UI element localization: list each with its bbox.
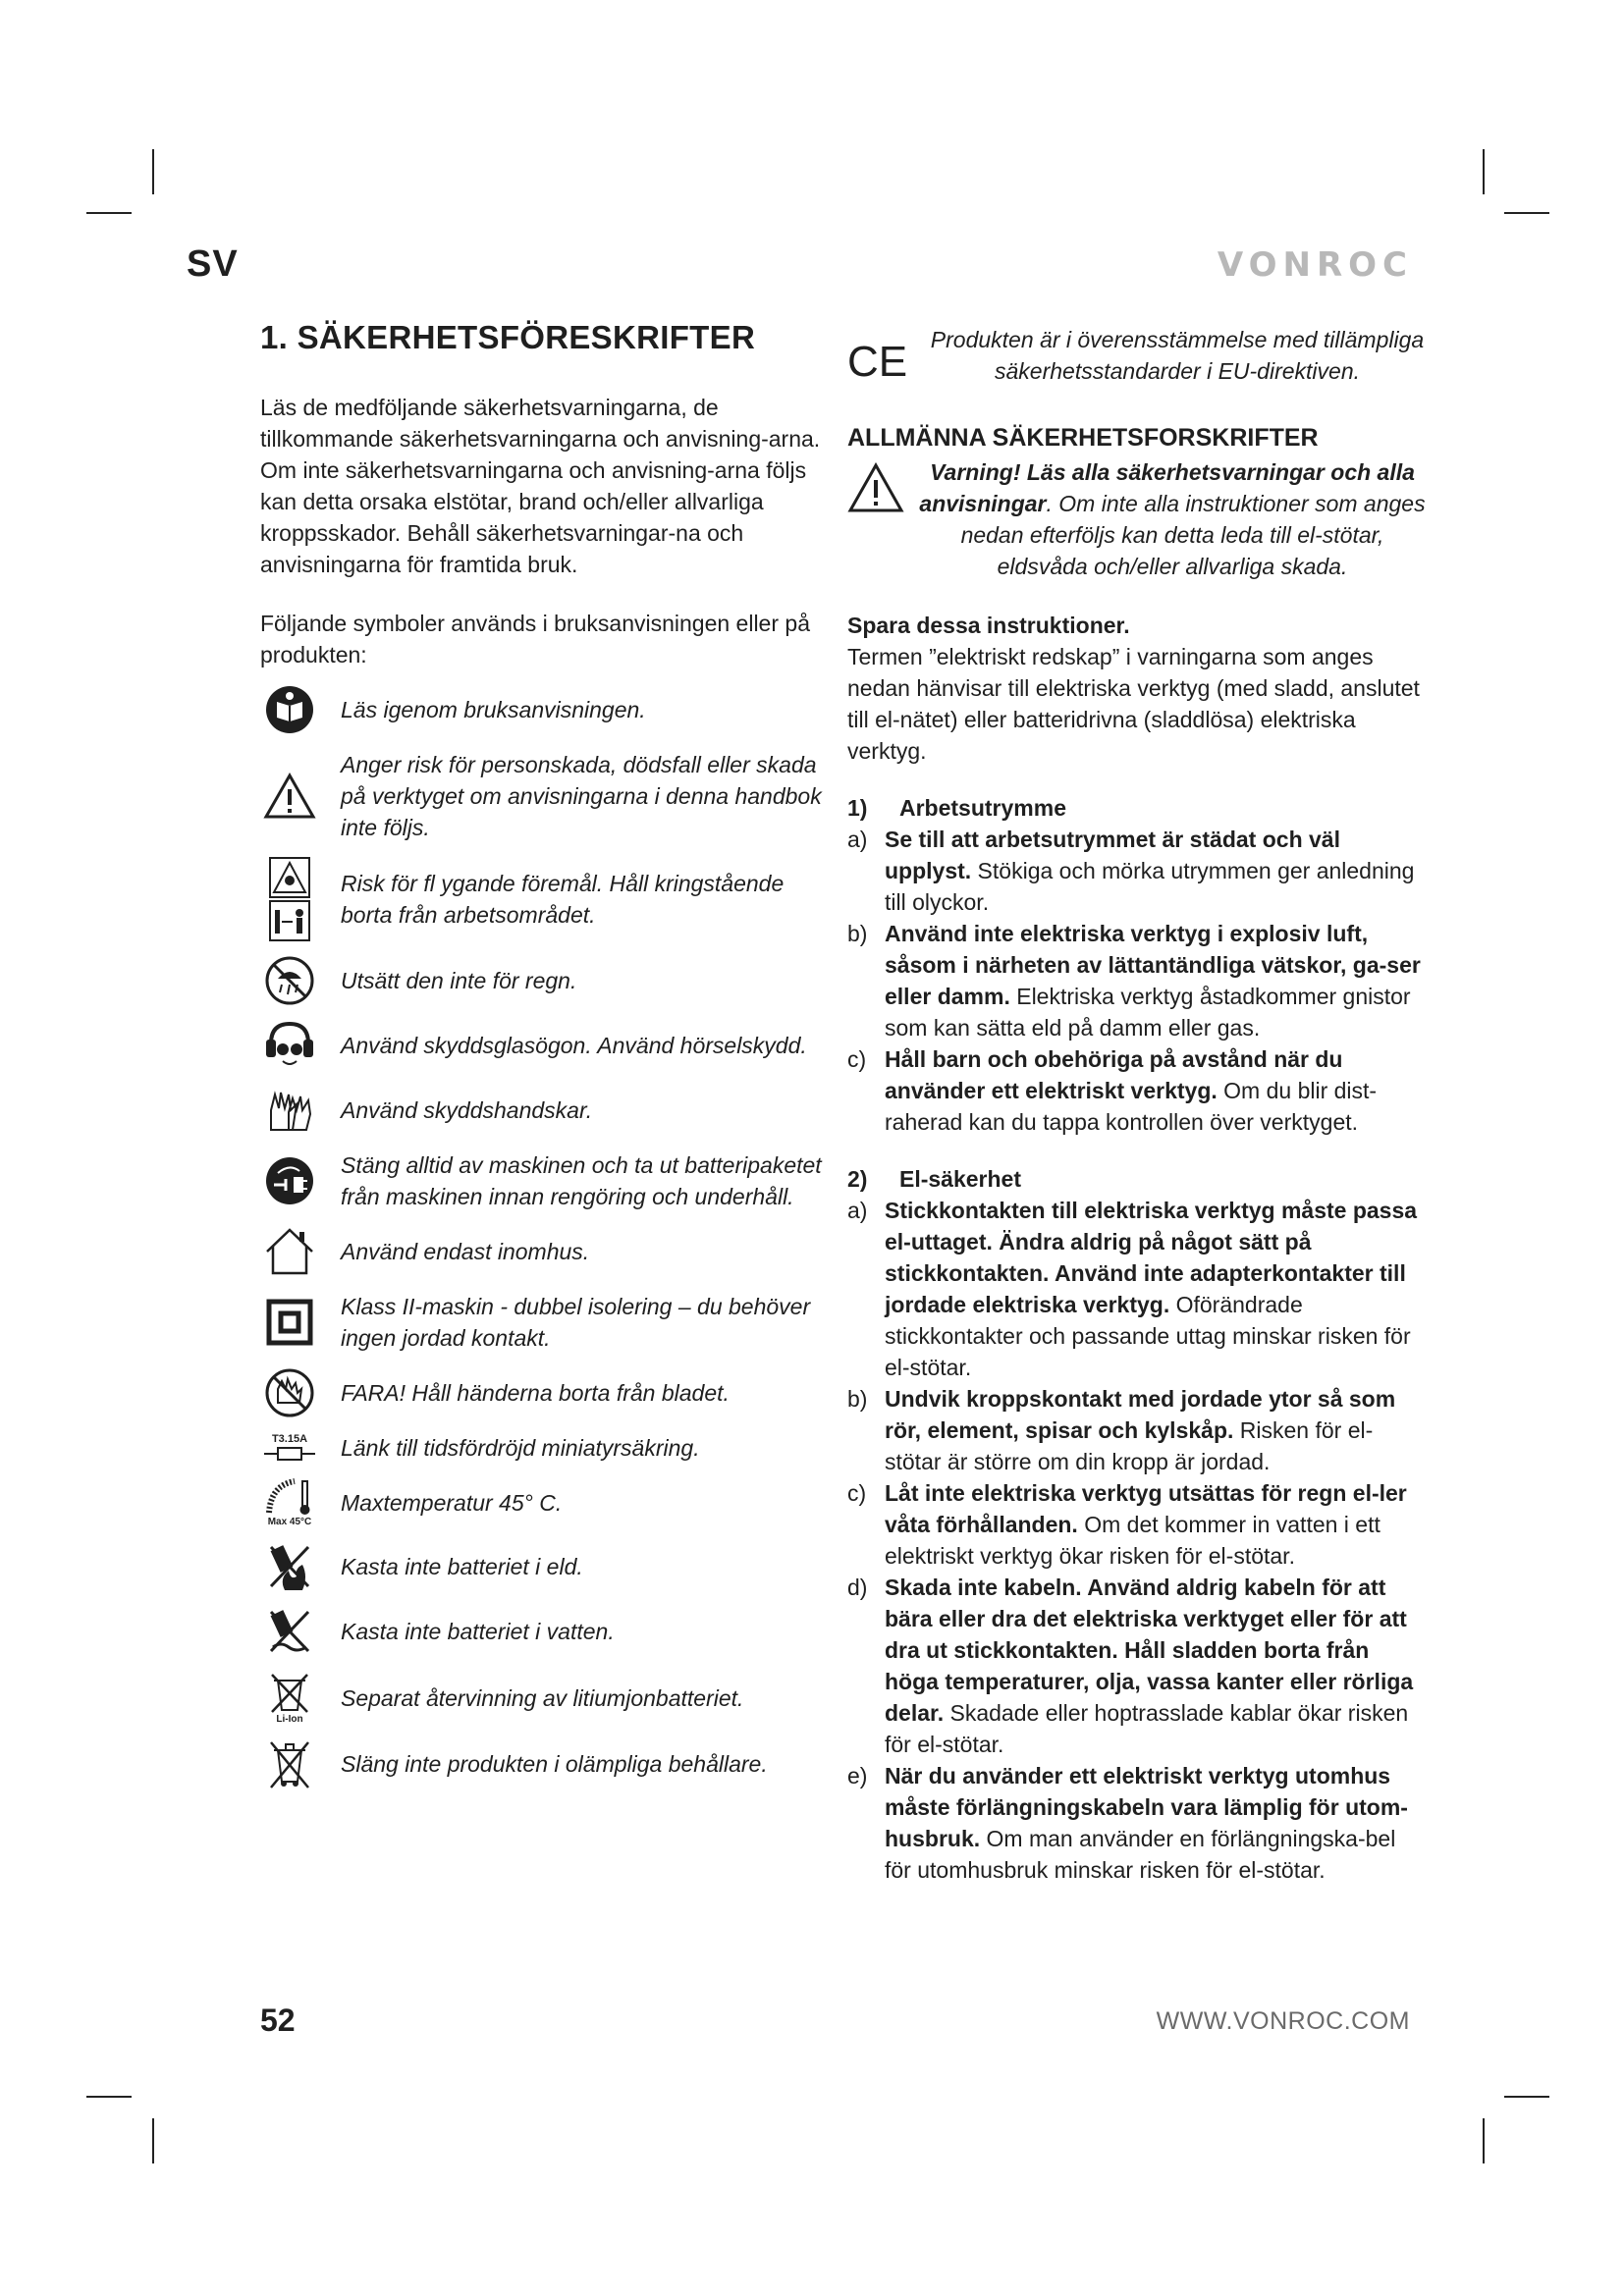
no-water-battery-icon: [260, 1606, 319, 1657]
weee-bin-icon: [260, 1738, 319, 1789]
li-ion-label: Li-Ion: [276, 1714, 303, 1725]
goggles-ear-protection-icon: [260, 1020, 319, 1071]
symbol-row: [260, 749, 825, 843]
class-ii-icon: [260, 1299, 319, 1346]
symbol-description: Klass II-maskin - dubbel isolering – du behöver ingen jordad kontakt.: [341, 1294, 811, 1351]
symbol-row: [260, 1291, 825, 1354]
crop-mark: [1483, 2118, 1485, 2163]
symbol-row: [260, 955, 825, 1006]
symbol-row: [260, 1367, 825, 1418]
crop-mark: [152, 149, 154, 194]
symbol-row: [260, 1085, 825, 1136]
hands-away-blade-icon: [260, 1367, 319, 1418]
crop-mark: [86, 2096, 132, 2098]
symbol-description: Risk för fl ygande föremål. Håll kringstående borta från arbetsområdet.: [341, 871, 785, 928]
no-rain-icon: [260, 955, 319, 1006]
symbol-description: Länk till tidsfördröjd miniatyrsäkring.: [341, 1435, 700, 1461]
symbol-description: Läs igenom bruksanvisningen.: [341, 697, 646, 722]
crop-mark: [1483, 149, 1485, 194]
crop-mark: [86, 212, 132, 214]
no-fire-battery-icon: [260, 1541, 319, 1592]
symbol-description: Släng inte produkten i olämpliga behållare.: [341, 1751, 768, 1777]
gloves-icon: [260, 1085, 319, 1136]
symbol-description: Utsätt den inte för regn.: [341, 968, 577, 993]
symbol-description: Använd skyddshandskar.: [341, 1097, 593, 1123]
right-column: [847, 324, 1427, 1886]
list-item: d) Skada inte kabeln. Använd aldrig kabeln för att bära eller dra det elektriska verktyget eller för att dra ut stickkontakten. Håll sladden borta från höga temperaturer, olja, vassa kanter eller rörliga delar. Skadade eller hoptrasslade kablar ökar risken för el-stötar.: [847, 1575, 1414, 1757]
warning-triangle-icon: [847, 456, 918, 518]
list-item: b) Använd inte elektriska verktyg i explosiv luft, såsom i närheten av lättantändliga vätskor, ga-ser eller damm. Elektriska verktyg åstadkommer gnistor som kan sätta eld på damm eller gas.: [847, 921, 1421, 1041]
indoor-house-icon: [260, 1226, 319, 1277]
brand-logo: VONROC: [1217, 245, 1413, 285]
li-ion-recycle-icon: [260, 1671, 319, 1725]
crop-mark: [1504, 212, 1549, 214]
intro-paragraph: Läs de medföljande säkerhetsvarningarna, de tillkommande säkerhetsvarningarna och anvisning-arna. Om inte säkerhetsvarningarna och anvisning-arna följs kan detta orsaka elstötar, brand och/eller allvarliga kroppsskador. Behåll säkerhetsvarningar-na och anvisningarna för framtida bruk.: [260, 395, 821, 577]
fuse-rating-label: T3.15A: [271, 1433, 308, 1445]
symbol-row: [260, 1149, 825, 1212]
page-number: 52: [260, 2002, 296, 2038]
warning-bold: Varning! Läs alla säkerhetsvarningar och alla anvisningar: [919, 459, 1415, 516]
language-code: SV: [187, 243, 239, 285]
general-warning: [847, 456, 1427, 582]
left-column: [260, 319, 825, 1789]
crop-mark: [1504, 2096, 1549, 2098]
unplug-icon: [260, 1155, 319, 1206]
section-work-area: [847, 792, 1427, 1138]
symbol-row: [260, 857, 825, 941]
symbol-row: [260, 1606, 825, 1657]
warning-text: [918, 456, 1427, 582]
save-bold: Spara dessa instruktioner.: [847, 613, 1130, 638]
ce-text: Produkten är i överensstämmelse med tillämpliga säkerhetsstandarder i EU-direktiven.: [930, 327, 1425, 384]
symbol-row: [260, 1671, 825, 1725]
crop-mark: [152, 2118, 154, 2163]
symbol-description: Kasta inte batteriet i eld.: [341, 1554, 583, 1579]
footer-url: WWW.VONROC.COM: [1156, 2007, 1410, 2035]
section-number: 2): [847, 1166, 868, 1192]
list-item: c) Håll barn och obehöriga på avstånd när du använder ett elektriskt verktyg. Om du blir dist-raherad kan du tappa kontrollen över verktyget.: [847, 1046, 1378, 1135]
max-temp-label: Max 45°C: [267, 1517, 312, 1527]
section-heading: El-säkerhet: [899, 1166, 1022, 1192]
symbol-description: Maxtemperatur 45° C.: [341, 1489, 563, 1516]
symbol-row: [260, 1738, 825, 1789]
warning-rest: . Om inte alla instruktioner som anges nedan efterföljs kan detta leda till el-stötar, eldsvåda och/eller allvarliga skada.: [960, 491, 1426, 579]
ce-mark-icon: CE: [847, 338, 908, 386]
symbol-description: FARA! Håll händerna borta från bladet.: [341, 1380, 730, 1406]
fuse-icon: [260, 1433, 319, 1463]
save-instructions: [847, 610, 1427, 767]
symbol-row: [260, 1477, 825, 1527]
flying-objects-icon: [260, 857, 319, 941]
read-manual-icon: [260, 684, 319, 735]
symbol-description: Använd skyddsglasögon. Använd hörselskydd.: [341, 1033, 807, 1058]
symbol-row: [260, 684, 825, 735]
general-safety-title: ALLMÄNNA SÄKERHETSFORSKRIFTER: [847, 424, 1319, 452]
warning-triangle-icon: [260, 773, 319, 820]
symbol-description: Separat återvinning av litiumjonbatteriet.: [341, 1684, 744, 1711]
symbol-row: [260, 1226, 825, 1277]
ce-statement: [847, 324, 1427, 387]
symbol-description: Stäng alltid av maskinen och ta ut batteripaketet från maskinen innan rengöring och underhåll.: [341, 1152, 822, 1209]
save-text: Termen ”elektriskt redskap” i varningarna som anges nedan hänvisar till elektriska verktyg (med sladd, anslutet till el-nätet) eller batteridrivna (sladdlösa) elektriska verktyg.: [847, 644, 1420, 764]
list-item: e) När du använder ett elektriskt verktyg utomhus måste förlängningskabeln vara lämplig för utom-husbruk. Om man använder en förlängningska-bel för utomhusbruk minskar risken för el-stötar.: [847, 1763, 1408, 1883]
max-temperature-icon: [260, 1477, 319, 1527]
list-item: a) Stickkontakten till elektriska verktyg måste passa el-uttaget. Ändra aldrig på något sätt på stickkontakten. Använd inte adapterkontakter till jordade elektriska verktyg. Oförändrade stickkontakter och passande uttag minskar risken för el-stötar.: [847, 1198, 1418, 1380]
symbol-description: Kasta inte batteriet i vatten.: [341, 1619, 615, 1644]
symbol-description: Använd endast inomhus.: [341, 1239, 590, 1264]
list-item: c) Låt inte elektriska verktyg utsättas för regn el-ler våta förhållanden. Om det kommer in vatten i ett elektriskt verktyg ökar risken för el-stötar.: [847, 1480, 1407, 1569]
list-item: a) Se till att arbetsutrymmet är städat och väl upplyst. Stökiga och mörka utrymmen ger anledning till olyckor.: [847, 827, 1415, 915]
section-number: 1): [847, 795, 868, 821]
section-electrical-safety: [847, 1163, 1427, 1886]
symbols-intro: Följande symboler används i bruksanvisningen eller på produkten:: [260, 611, 810, 667]
section-heading: Arbetsutrymme: [899, 795, 1066, 821]
symbol-description: Anger risk för personskada, dödsfall eller skada på verktyget om anvisningarna i denna handbok inte följs.: [341, 752, 822, 840]
symbol-row: [260, 1432, 825, 1464]
list-item: b) Undvik kroppskontakt med jordade ytor så som rör, element, spisar och kylskåp. Risken för el-stötar är större om din kropp är jordad.: [847, 1386, 1396, 1474]
symbol-row: [260, 1541, 825, 1592]
symbol-row: [260, 1020, 825, 1071]
section-title: 1. SÄKERHETSFÖRESKRIFTER: [260, 319, 756, 355]
